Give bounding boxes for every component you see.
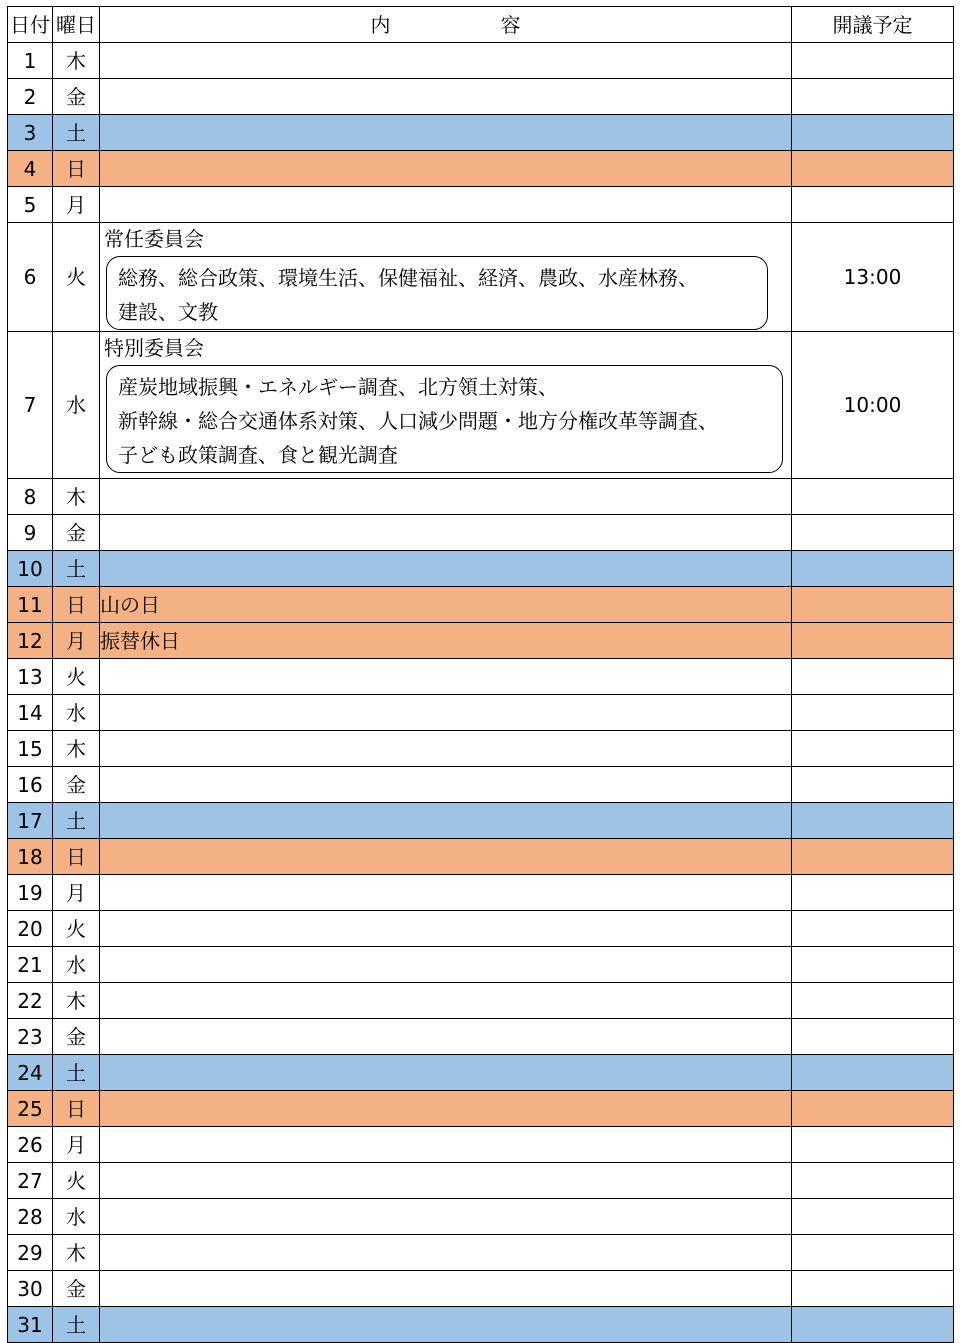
day-row-19 <box>8 875 954 911</box>
date-cell: 20 <box>8 911 53 947</box>
weekday-cell: 火 <box>53 1163 100 1199</box>
time-cell <box>792 1091 954 1127</box>
weekday-cell: 日 <box>53 839 100 875</box>
weekday-cell: 土 <box>53 551 100 587</box>
weekday-cell: 土 <box>53 803 100 839</box>
weekday-cell: 土 <box>53 1055 100 1091</box>
content-cell <box>100 947 792 983</box>
content-cell <box>100 1199 792 1235</box>
committee-list-bracket <box>106 256 768 330</box>
content-cell <box>100 1307 792 1343</box>
time-cell <box>792 1127 954 1163</box>
content-cell <box>100 115 792 151</box>
date-cell: 8 <box>8 479 53 515</box>
day-row-20 <box>8 911 954 947</box>
weekday-cell: 月 <box>53 623 100 659</box>
date-cell: 18 <box>8 839 53 875</box>
time-cell <box>792 1271 954 1307</box>
committee-line: 産炭地域振興・エネルギー調査、北方領土対策、 <box>118 375 558 399</box>
time-cell <box>792 875 954 911</box>
date-cell: 27 <box>8 1163 53 1199</box>
committee-line: 建設、文教 <box>118 300 218 324</box>
date-cell: 9 <box>8 515 53 551</box>
schedule-body <box>8 43 954 1343</box>
time-cell <box>792 587 954 623</box>
content-cell <box>100 1163 792 1199</box>
date-cell: 24 <box>8 1055 53 1091</box>
content-cell <box>100 1235 792 1271</box>
day-row-14 <box>8 695 954 731</box>
time-cell <box>792 911 954 947</box>
day-row-7 <box>8 332 954 479</box>
weekday-cell: 金 <box>53 767 100 803</box>
date-cell: 5 <box>8 187 53 223</box>
committee-title: 常任委員会 <box>104 227 204 251</box>
date-cell: 25 <box>8 1091 53 1127</box>
time-cell <box>792 983 954 1019</box>
header-row <box>8 7 954 43</box>
day-row-10 <box>8 551 954 587</box>
content-cell <box>100 767 792 803</box>
content-cell: 山の日 <box>100 587 792 623</box>
date-cell: 4 <box>8 151 53 187</box>
content-cell <box>100 659 792 695</box>
time-cell <box>792 659 954 695</box>
header-time: 開議予定 <box>792 7 954 43</box>
time-cell <box>792 151 954 187</box>
time-cell <box>792 767 954 803</box>
header-content-left: 内 <box>370 12 391 37</box>
weekday-cell: 木 <box>53 983 100 1019</box>
content-cell <box>100 551 792 587</box>
day-row-5 <box>8 187 954 223</box>
content-cell <box>100 803 792 839</box>
day-row-11 <box>8 587 954 623</box>
time-cell <box>792 623 954 659</box>
date-cell: 16 <box>8 767 53 803</box>
content-cell <box>100 1055 792 1091</box>
time-cell <box>792 1055 954 1091</box>
content-cell <box>100 875 792 911</box>
day-row-22 <box>8 983 954 1019</box>
time-cell <box>792 1307 954 1343</box>
time-cell <box>792 187 954 223</box>
time-cell <box>792 1019 954 1055</box>
date-cell: 31 <box>8 1307 53 1343</box>
content-cell: 振替休日 <box>100 623 792 659</box>
time-cell <box>792 479 954 515</box>
committee-line: 新幹線・総合交通体系対策、人口減少問題・地方分権改革等調査、 <box>118 409 718 433</box>
date-cell: 2 <box>8 79 53 115</box>
header-content <box>100 7 792 43</box>
day-row-3 <box>8 115 954 151</box>
day-row-9 <box>8 515 954 551</box>
weekday-cell: 月 <box>53 875 100 911</box>
day-row-23 <box>8 1019 954 1055</box>
committee-line: 子ども政策調査、食と観光調査 <box>118 443 398 467</box>
date-cell: 28 <box>8 1199 53 1235</box>
day-row-24 <box>8 1055 954 1091</box>
day-row-12 <box>8 623 954 659</box>
committee-title: 特別委員会 <box>104 336 204 360</box>
day-row-16 <box>8 767 954 803</box>
weekday-cell: 日 <box>53 151 100 187</box>
date-cell: 26 <box>8 1127 53 1163</box>
weekday-cell: 火 <box>53 659 100 695</box>
time-cell <box>792 515 954 551</box>
date-cell: 14 <box>8 695 53 731</box>
date-cell: 21 <box>8 947 53 983</box>
date-cell: 15 <box>8 731 53 767</box>
weekday-cell: 木 <box>53 479 100 515</box>
day-row-1 <box>8 43 954 79</box>
committee-list-bracket <box>106 365 783 473</box>
day-row-6 <box>8 223 954 332</box>
weekday-cell: 金 <box>53 1019 100 1055</box>
weekday-cell: 月 <box>53 1127 100 1163</box>
time-cell <box>792 803 954 839</box>
content-cell <box>100 43 792 79</box>
time-cell <box>792 839 954 875</box>
day-row-15 <box>8 731 954 767</box>
day-row-21 <box>8 947 954 983</box>
date-cell: 23 <box>8 1019 53 1055</box>
committee-line: 総務、総合政策、環境生活、保健福祉、経済、農政、水産林務、 <box>118 266 698 290</box>
content-cell <box>100 479 792 515</box>
date-cell: 17 <box>8 803 53 839</box>
time-cell: 10:00 <box>792 332 954 479</box>
day-row-13 <box>8 659 954 695</box>
date-cell: 11 <box>8 587 53 623</box>
date-cell: 22 <box>8 983 53 1019</box>
date-cell: 13 <box>8 659 53 695</box>
date-cell: 19 <box>8 875 53 911</box>
day-row-27 <box>8 1163 954 1199</box>
content-cell <box>100 187 792 223</box>
weekday-cell: 土 <box>53 115 100 151</box>
time-cell: 13:00 <box>792 223 954 332</box>
weekday-cell: 水 <box>53 1199 100 1235</box>
time-cell <box>792 551 954 587</box>
day-row-25 <box>8 1091 954 1127</box>
day-row-18 <box>8 839 954 875</box>
header-dow: 曜日 <box>53 7 100 43</box>
weekday-cell: 水 <box>53 695 100 731</box>
day-row-4 <box>8 151 954 187</box>
weekday-cell: 金 <box>53 515 100 551</box>
weekday-cell: 木 <box>53 731 100 767</box>
content-cell <box>100 731 792 767</box>
time-cell <box>792 115 954 151</box>
date-cell: 12 <box>8 623 53 659</box>
day-row-30 <box>8 1271 954 1307</box>
weekday-cell: 月 <box>53 187 100 223</box>
content-cell <box>100 515 792 551</box>
header-content-right: 容 <box>500 12 521 37</box>
day-row-8 <box>8 479 954 515</box>
weekday-cell: 火 <box>53 223 100 332</box>
content-cell <box>100 223 792 332</box>
date-cell: 6 <box>8 223 53 332</box>
date-cell: 1 <box>8 43 53 79</box>
day-row-26 <box>8 1127 954 1163</box>
weekday-cell: 土 <box>53 1307 100 1343</box>
time-cell <box>792 1235 954 1271</box>
weekday-cell: 金 <box>53 79 100 115</box>
weekday-cell: 水 <box>53 332 100 479</box>
day-row-17 <box>8 803 954 839</box>
content-cell <box>100 1271 792 1307</box>
content-cell <box>100 151 792 187</box>
committee-block <box>100 332 791 478</box>
date-cell: 29 <box>8 1235 53 1271</box>
date-cell: 30 <box>8 1271 53 1307</box>
day-row-29 <box>8 1235 954 1271</box>
date-cell: 3 <box>8 115 53 151</box>
content-cell <box>100 1127 792 1163</box>
time-cell <box>792 731 954 767</box>
content-cell <box>100 695 792 731</box>
time-cell <box>792 1163 954 1199</box>
committee-block <box>100 223 791 331</box>
content-cell <box>100 332 792 479</box>
time-cell <box>792 695 954 731</box>
weekday-cell: 火 <box>53 911 100 947</box>
weekday-cell: 木 <box>53 43 100 79</box>
day-row-28 <box>8 1199 954 1235</box>
content-cell <box>100 79 792 115</box>
content-cell <box>100 839 792 875</box>
time-cell <box>792 79 954 115</box>
content-cell <box>100 983 792 1019</box>
content-cell <box>100 1019 792 1055</box>
content-cell <box>100 1091 792 1127</box>
time-cell <box>792 43 954 79</box>
weekday-cell: 木 <box>53 1235 100 1271</box>
content-cell <box>100 911 792 947</box>
weekday-cell: 金 <box>53 1271 100 1307</box>
weekday-cell: 日 <box>53 587 100 623</box>
schedule-table <box>7 6 954 1343</box>
time-cell <box>792 1199 954 1235</box>
day-row-2 <box>8 79 954 115</box>
time-cell <box>792 947 954 983</box>
header-date: 日付 <box>8 7 53 43</box>
weekday-cell: 日 <box>53 1091 100 1127</box>
day-row-31 <box>8 1307 954 1343</box>
date-cell: 10 <box>8 551 53 587</box>
weekday-cell: 水 <box>53 947 100 983</box>
date-cell: 7 <box>8 332 53 479</box>
